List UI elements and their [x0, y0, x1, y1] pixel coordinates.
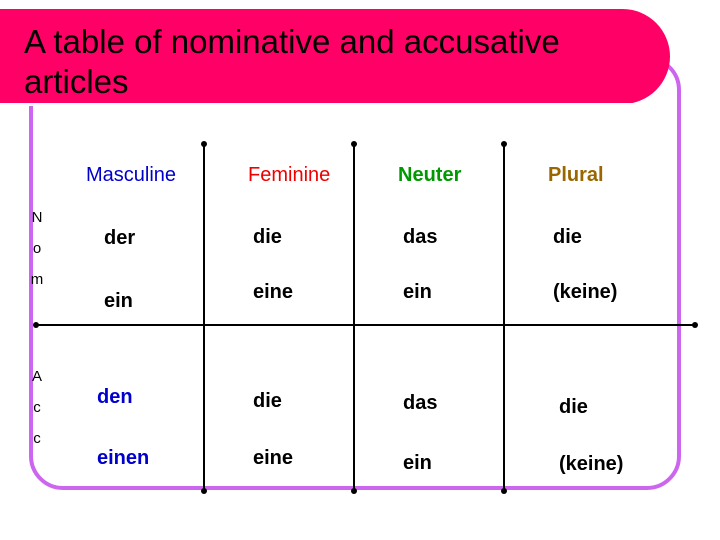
nom-plural-definite: die	[553, 226, 582, 248]
row-label-letter: A	[31, 368, 42, 385]
header-feminine: Feminine	[248, 164, 331, 186]
slide-title: A table of nominative and accusative articles	[24, 23, 560, 100]
divider-endpoint-dot	[501, 141, 507, 147]
row-label-letter: N	[31, 209, 43, 226]
header-plural: Plural	[548, 164, 604, 186]
acc-plural-definite: die	[559, 396, 588, 418]
column-divider-2	[353, 145, 355, 493]
divider-endpoint-dot	[351, 488, 357, 494]
row-label-letter: m	[30, 271, 44, 288]
title-underline	[0, 103, 636, 106]
row-label-letter: c	[33, 430, 41, 447]
row-divider	[36, 324, 696, 326]
divider-endpoint-dot	[33, 322, 39, 328]
acc-plural-indefinite: (keine)	[559, 453, 624, 475]
acc-neuter-indefinite: ein	[403, 452, 432, 474]
acc-masculine-indefinite: einen	[97, 447, 150, 469]
slide-frame	[29, 56, 681, 490]
nom-plural-indefinite: (keine)	[553, 281, 618, 303]
column-divider-1	[203, 145, 205, 493]
divider-endpoint-dot	[201, 141, 207, 147]
nom-feminine-definite: die	[253, 226, 282, 248]
acc-masculine-definite: den	[97, 386, 133, 408]
row-label-nominative	[30, 202, 44, 295]
acc-neuter-definite: das	[403, 392, 438, 414]
nom-neuter-indefinite: ein	[403, 281, 432, 303]
divider-endpoint-dot	[501, 488, 507, 494]
nom-neuter-definite: das	[403, 226, 438, 248]
divider-endpoint-dot	[692, 322, 698, 328]
row-label-letter: c	[33, 399, 41, 416]
header-neuter: Neuter	[398, 164, 462, 186]
acc-feminine-indefinite: eine	[253, 447, 294, 469]
nom-masculine-definite: der	[104, 227, 136, 249]
row-label-letter: o	[32, 240, 42, 257]
nom-feminine-indefinite: eine	[253, 281, 294, 303]
column-divider-3	[503, 145, 505, 493]
divider-endpoint-dot	[351, 141, 357, 147]
divider-endpoint-dot	[201, 488, 207, 494]
header-masculine: Masculine	[86, 164, 177, 186]
nom-masculine-indefinite: ein	[104, 290, 133, 312]
title-band	[0, 9, 670, 104]
row-label-accusative	[30, 361, 44, 454]
acc-feminine-definite: die	[253, 390, 282, 412]
